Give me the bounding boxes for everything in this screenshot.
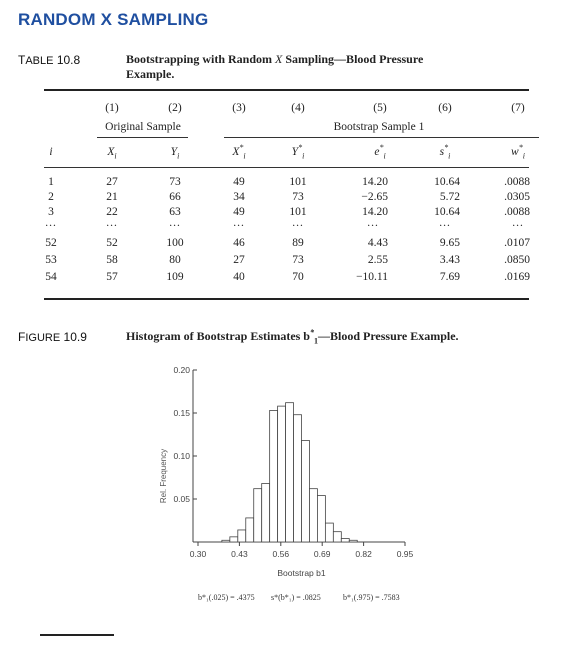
x-tick-label: 0.69 — [313, 549, 331, 559]
histogram-bar — [246, 518, 254, 542]
histogram-bar — [230, 537, 238, 542]
col-number-7: (7) — [511, 102, 525, 114]
header-e-star: $e^*_i$ — [374, 143, 386, 161]
header-w-star: $w^*_i$ — [511, 143, 525, 161]
histogram-bar — [349, 540, 357, 542]
header-i: i — [49, 146, 53, 158]
header-rule — [44, 167, 529, 168]
annotation-upper-quantile: b*₁(.975) = .7583 — [343, 593, 400, 602]
figure-caption: Histogram of Bootstrap Estimates $b^*_1—Blood$ Pressure Example. — [126, 328, 459, 346]
histogram-bar — [317, 496, 325, 542]
histogram-bar — [325, 523, 333, 542]
histogram-bar — [294, 415, 302, 542]
section-title: RANDOM X SAMPLING — [18, 10, 209, 29]
y-tick-label: 0.10 — [173, 451, 190, 461]
y-tick-label: 0.15 — [173, 408, 190, 418]
annotation-std-error: s*(b*₁) = .0825 — [271, 593, 321, 602]
histogram-bar — [286, 403, 294, 542]
col-number-4: (4) — [291, 102, 305, 114]
table-top-rule — [44, 89, 529, 91]
header-x-star: $X^*_i$ — [232, 143, 246, 161]
header-y: $Y_i$ — [170, 146, 180, 161]
histogram-bar — [238, 530, 246, 542]
histogram-bar — [309, 489, 317, 542]
histogram-bar — [302, 441, 310, 542]
header-s-hat-star: $s^*_i$ — [439, 143, 451, 161]
histogram-bar — [222, 540, 230, 542]
histogram-bar — [341, 539, 349, 542]
x-tick-label: 0.43 — [231, 549, 248, 559]
histogram-bar — [333, 532, 341, 542]
histogram-bar — [262, 484, 270, 542]
annotation-lower-quantile: b*₁(.025) = .4375 — [198, 593, 255, 602]
x-tick-label: 0.82 — [355, 549, 372, 559]
footer-rule — [40, 634, 114, 636]
histogram-bar — [270, 410, 278, 542]
histogram-chart — [140, 360, 440, 610]
table-label: TABLE 10.8 — [18, 53, 81, 67]
group-header-bootstrap: Bootstrap Sample 1 — [333, 121, 425, 133]
table-bottom-rule — [44, 298, 529, 300]
histogram-bar — [254, 489, 262, 542]
col-number-6: (6) — [438, 102, 452, 114]
histogram-bar — [278, 406, 286, 542]
x-axis-label: Bootstrap b1 — [277, 568, 326, 578]
col-number-1: (1) — [105, 102, 119, 114]
header-y-star: $Y^*_i$ — [291, 143, 305, 161]
header-x: $X_i$ — [107, 146, 117, 161]
group-underline-original — [97, 137, 188, 138]
x-tick-label: 0.95 — [396, 549, 414, 559]
y-tick-label: 0.20 — [173, 365, 190, 375]
col-number-5: (5) — [373, 102, 387, 114]
y-axis-label: Rel. Frequency — [159, 448, 168, 504]
x-tick-label: 0.56 — [272, 549, 290, 559]
table-caption: Bootstrapping with Random X Sampling—Blood Pressure Example. — [126, 52, 424, 81]
col-number-2: (2) — [168, 102, 182, 114]
y-tick-label: 0.05 — [173, 494, 190, 504]
x-tick-label: 0.30 — [189, 549, 207, 559]
group-header-original: Original Sample — [105, 121, 181, 133]
group-underline-bootstrap — [224, 137, 539, 138]
col-number-3: (3) — [232, 102, 246, 114]
figure-label: FIGURE 10.9 — [18, 330, 87, 344]
